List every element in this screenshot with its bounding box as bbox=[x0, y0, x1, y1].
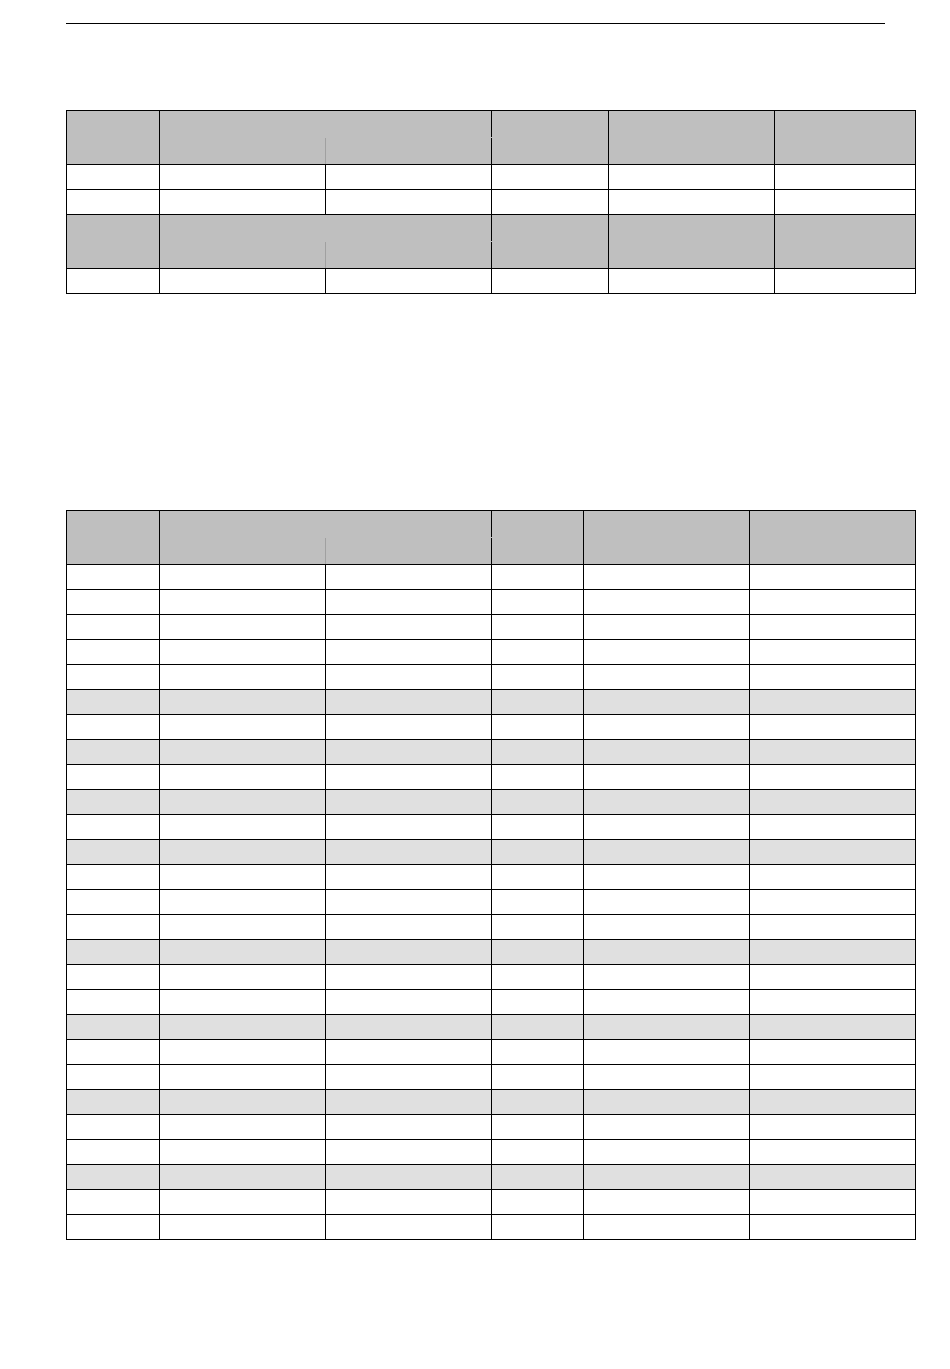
table-row bbox=[67, 615, 916, 640]
table-cell bbox=[584, 915, 750, 940]
table-cell bbox=[750, 840, 916, 865]
table-cell bbox=[750, 1115, 916, 1140]
header-cell bbox=[492, 111, 609, 165]
table-cell bbox=[326, 765, 492, 790]
table-cell bbox=[160, 190, 326, 215]
table-cell bbox=[584, 890, 750, 915]
table-cell bbox=[750, 565, 916, 590]
table-row bbox=[67, 1190, 916, 1215]
table-cell bbox=[750, 915, 916, 940]
table-cell bbox=[67, 1115, 160, 1140]
table-cell bbox=[326, 269, 492, 294]
header-subcell bbox=[160, 538, 326, 565]
table-cell bbox=[750, 1215, 916, 1240]
header-row bbox=[67, 215, 916, 242]
header-cell bbox=[492, 511, 584, 565]
table-cell bbox=[67, 965, 160, 990]
table-cell bbox=[750, 665, 916, 690]
table-cell bbox=[326, 740, 492, 765]
table-row bbox=[67, 740, 916, 765]
table-cell bbox=[326, 815, 492, 840]
table-cell bbox=[160, 565, 326, 590]
table-cell bbox=[609, 269, 775, 294]
table-cell bbox=[67, 1040, 160, 1065]
table-cell bbox=[584, 1190, 750, 1215]
table-row bbox=[67, 1015, 916, 1040]
table-cell bbox=[492, 190, 609, 215]
table-2 bbox=[66, 510, 916, 1240]
table-cell bbox=[160, 269, 326, 294]
table-cell bbox=[326, 840, 492, 865]
table-cell bbox=[160, 1015, 326, 1040]
table-cell bbox=[492, 615, 584, 640]
table-cell bbox=[492, 1090, 584, 1115]
table-cell bbox=[326, 1190, 492, 1215]
table-cell bbox=[67, 940, 160, 965]
table-cell bbox=[584, 865, 750, 890]
table-cell bbox=[750, 965, 916, 990]
table-cell bbox=[492, 815, 584, 840]
table-cell bbox=[492, 740, 584, 765]
header-subcell bbox=[326, 538, 492, 565]
table-cell bbox=[750, 765, 916, 790]
header-cell bbox=[67, 511, 160, 565]
header-cell bbox=[492, 215, 609, 269]
table-cell bbox=[160, 640, 326, 665]
table-cell bbox=[67, 1015, 160, 1040]
table-cell bbox=[326, 1115, 492, 1140]
table-cell bbox=[160, 1090, 326, 1115]
table-cell bbox=[750, 790, 916, 815]
table-cell bbox=[584, 715, 750, 740]
table-cell bbox=[67, 890, 160, 915]
table-cell bbox=[750, 1015, 916, 1040]
table-cell bbox=[750, 715, 916, 740]
table-cell bbox=[584, 990, 750, 1015]
table-row bbox=[67, 1140, 916, 1165]
table-cell bbox=[750, 815, 916, 840]
table-cell bbox=[492, 915, 584, 940]
table-cell bbox=[584, 1065, 750, 1090]
table-cell bbox=[584, 565, 750, 590]
table-cell bbox=[584, 1165, 750, 1190]
table-cell bbox=[67, 269, 160, 294]
table-cell bbox=[67, 1190, 160, 1215]
table-cell bbox=[750, 865, 916, 890]
table-cell bbox=[492, 965, 584, 990]
header-subcell bbox=[160, 138, 326, 165]
table-row bbox=[67, 815, 916, 840]
header-subcell bbox=[326, 138, 492, 165]
table-cell bbox=[67, 190, 160, 215]
header-cell bbox=[67, 215, 160, 269]
table-cell bbox=[326, 640, 492, 665]
table-row bbox=[67, 590, 916, 615]
table-cell bbox=[492, 1015, 584, 1040]
table-cell bbox=[584, 840, 750, 865]
table-cell bbox=[326, 165, 492, 190]
table-cell bbox=[584, 690, 750, 715]
header-cell bbox=[750, 511, 916, 565]
table-cell bbox=[160, 990, 326, 1015]
table-cell bbox=[584, 665, 750, 690]
table-row bbox=[67, 665, 916, 690]
table-cell bbox=[750, 890, 916, 915]
table-cell bbox=[326, 915, 492, 940]
table-cell bbox=[67, 815, 160, 840]
table-cell bbox=[492, 1115, 584, 1140]
table-cell bbox=[492, 165, 609, 190]
header-subcell bbox=[326, 242, 492, 269]
table-cell bbox=[67, 640, 160, 665]
table-row bbox=[67, 269, 916, 294]
table-row bbox=[67, 990, 916, 1015]
table-row bbox=[67, 565, 916, 590]
table-row bbox=[67, 915, 916, 940]
table-cell bbox=[160, 1140, 326, 1165]
table-cell bbox=[67, 665, 160, 690]
table-cell bbox=[326, 940, 492, 965]
table-row bbox=[67, 1065, 916, 1090]
table-cell bbox=[326, 1090, 492, 1115]
table-cell bbox=[160, 840, 326, 865]
table-cell bbox=[326, 565, 492, 590]
header-subcell bbox=[160, 242, 326, 269]
table-cell bbox=[584, 790, 750, 815]
table-cell bbox=[160, 915, 326, 940]
table-row bbox=[67, 890, 916, 915]
table-cell bbox=[67, 765, 160, 790]
table-cell bbox=[584, 1040, 750, 1065]
table-cell bbox=[67, 1090, 160, 1115]
table-cell bbox=[775, 190, 916, 215]
table-cell bbox=[160, 165, 326, 190]
table-cell bbox=[160, 965, 326, 990]
table-cell bbox=[326, 1065, 492, 1090]
header-cell bbox=[584, 511, 750, 565]
table-cell bbox=[584, 1090, 750, 1115]
table-cell bbox=[584, 640, 750, 665]
table-cell bbox=[775, 165, 916, 190]
table-cell bbox=[584, 1215, 750, 1240]
header-cell-group bbox=[160, 111, 492, 138]
table-cell bbox=[326, 1165, 492, 1190]
table-cell bbox=[160, 765, 326, 790]
table-cell bbox=[160, 890, 326, 915]
table-cell bbox=[160, 865, 326, 890]
table-row bbox=[67, 940, 916, 965]
table-row bbox=[67, 1215, 916, 1240]
table-cell bbox=[750, 1065, 916, 1090]
table-row bbox=[67, 690, 916, 715]
table-row bbox=[67, 965, 916, 990]
table-cell bbox=[326, 965, 492, 990]
table-cell bbox=[584, 740, 750, 765]
table-cell bbox=[609, 165, 775, 190]
header-cell bbox=[67, 111, 160, 165]
table-cell bbox=[492, 890, 584, 915]
table-cell bbox=[326, 890, 492, 915]
table-cell bbox=[326, 1040, 492, 1065]
table-row bbox=[67, 190, 916, 215]
table-cell bbox=[67, 690, 160, 715]
table-1 bbox=[66, 110, 916, 294]
table-cell bbox=[492, 665, 584, 690]
table-cell bbox=[750, 1190, 916, 1215]
table-cell bbox=[492, 1065, 584, 1090]
table-cell bbox=[492, 840, 584, 865]
table-cell bbox=[67, 715, 160, 740]
table-row bbox=[67, 840, 916, 865]
table-row bbox=[67, 640, 916, 665]
table-cell bbox=[160, 1215, 326, 1240]
table-cell bbox=[750, 690, 916, 715]
table-cell bbox=[492, 269, 609, 294]
table-cell bbox=[584, 815, 750, 840]
table-cell bbox=[326, 865, 492, 890]
table-row bbox=[67, 165, 916, 190]
table-cell bbox=[492, 1140, 584, 1165]
table-cell bbox=[750, 940, 916, 965]
table-cell bbox=[492, 990, 584, 1015]
table-cell bbox=[160, 590, 326, 615]
table-cell bbox=[775, 269, 916, 294]
table-cell bbox=[492, 790, 584, 815]
table-cell bbox=[584, 615, 750, 640]
header-cell bbox=[609, 215, 775, 269]
table-cell bbox=[609, 190, 775, 215]
table-cell bbox=[67, 615, 160, 640]
table-cell bbox=[750, 1140, 916, 1165]
table-cell bbox=[160, 665, 326, 690]
table-cell bbox=[67, 1065, 160, 1090]
table-cell bbox=[326, 190, 492, 215]
table-row bbox=[67, 1165, 916, 1190]
table-row bbox=[67, 790, 916, 815]
table-cell bbox=[492, 865, 584, 890]
table-cell bbox=[750, 640, 916, 665]
table-cell bbox=[67, 165, 160, 190]
table-cell bbox=[584, 590, 750, 615]
table-cell bbox=[160, 940, 326, 965]
table-cell bbox=[326, 1140, 492, 1165]
table-cell bbox=[326, 990, 492, 1015]
table-cell bbox=[492, 1190, 584, 1215]
table-row bbox=[67, 1040, 916, 1065]
table-cell bbox=[67, 1165, 160, 1190]
header-cell-group bbox=[160, 215, 492, 242]
table-cell bbox=[492, 590, 584, 615]
table-cell bbox=[326, 715, 492, 740]
table-cell bbox=[326, 690, 492, 715]
table-cell bbox=[160, 715, 326, 740]
table-cell bbox=[584, 940, 750, 965]
table-cell bbox=[160, 1165, 326, 1190]
table-cell bbox=[326, 1015, 492, 1040]
table-cell bbox=[326, 1215, 492, 1240]
table-cell bbox=[67, 840, 160, 865]
table-row bbox=[67, 765, 916, 790]
table-cell bbox=[160, 690, 326, 715]
table-cell bbox=[584, 1015, 750, 1040]
table-cell bbox=[326, 790, 492, 815]
table-cell bbox=[750, 1165, 916, 1190]
table-cell bbox=[326, 590, 492, 615]
table-cell bbox=[160, 815, 326, 840]
table-cell bbox=[67, 1215, 160, 1240]
table-cell bbox=[67, 740, 160, 765]
table-cell bbox=[584, 965, 750, 990]
table-cell bbox=[492, 640, 584, 665]
table-cell bbox=[67, 990, 160, 1015]
table-cell bbox=[492, 715, 584, 740]
table-cell bbox=[326, 615, 492, 640]
table-cell bbox=[67, 565, 160, 590]
header-row bbox=[67, 511, 916, 538]
table-row bbox=[67, 865, 916, 890]
header-rule bbox=[66, 23, 885, 24]
header-cell bbox=[775, 111, 916, 165]
table-cell bbox=[584, 765, 750, 790]
table-cell bbox=[492, 765, 584, 790]
table-cell bbox=[67, 590, 160, 615]
header-cell bbox=[609, 111, 775, 165]
table-cell bbox=[492, 1165, 584, 1190]
table-row bbox=[67, 1115, 916, 1140]
table-cell bbox=[750, 590, 916, 615]
table-cell bbox=[67, 915, 160, 940]
table-cell bbox=[160, 1040, 326, 1065]
table-cell bbox=[492, 565, 584, 590]
table-cell bbox=[492, 940, 584, 965]
table-cell bbox=[584, 1140, 750, 1165]
table-cell bbox=[160, 740, 326, 765]
table-cell bbox=[750, 1090, 916, 1115]
table-cell bbox=[750, 1040, 916, 1065]
header-cell bbox=[775, 215, 916, 269]
table-cell bbox=[326, 665, 492, 690]
header-cell-group bbox=[160, 511, 492, 538]
table-cell bbox=[160, 1190, 326, 1215]
table-cell bbox=[67, 865, 160, 890]
table-cell bbox=[750, 615, 916, 640]
table-cell bbox=[750, 990, 916, 1015]
table-cell bbox=[160, 1115, 326, 1140]
table-cell bbox=[750, 740, 916, 765]
table-cell bbox=[492, 1215, 584, 1240]
header-row bbox=[67, 111, 916, 138]
table-cell bbox=[160, 1065, 326, 1090]
table-row bbox=[67, 1090, 916, 1115]
table-cell bbox=[492, 690, 584, 715]
table-cell bbox=[160, 615, 326, 640]
table-cell bbox=[160, 790, 326, 815]
table-cell bbox=[492, 1040, 584, 1065]
table-cell bbox=[67, 790, 160, 815]
table-row bbox=[67, 715, 916, 740]
table-cell bbox=[584, 1115, 750, 1140]
table-cell bbox=[67, 1140, 160, 1165]
